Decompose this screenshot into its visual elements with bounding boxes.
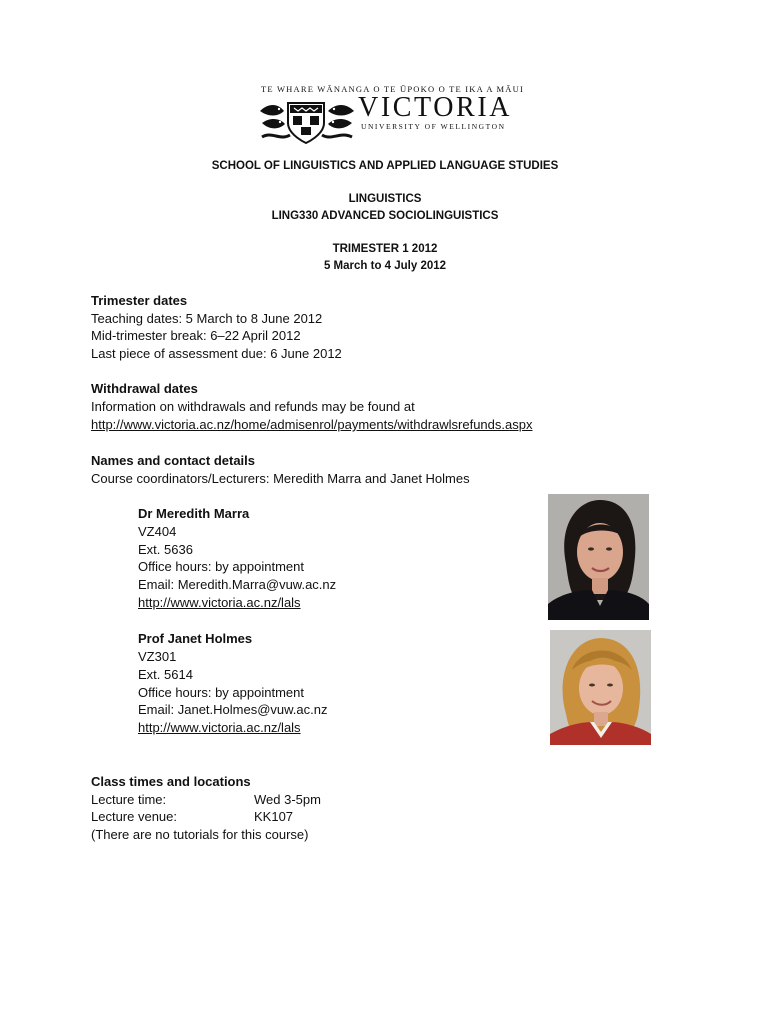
lecture-time-label: Lecture time: — [91, 792, 167, 807]
withdrawal-text: Information on withdrawals and refunds may be found at — [91, 399, 415, 414]
lecturer-email[interactable]: Email: Meredith.Marra@vuw.ac.nz — [138, 577, 337, 592]
logo-name: VICTORIA — [358, 92, 513, 123]
lecturer-office-hours: Office hours: by appointment — [138, 685, 304, 700]
lecturer-room: VZ301 — [138, 649, 177, 664]
mid-trimester-break: Mid-trimester break: 6–22 April 2012 — [91, 328, 301, 343]
lecturer-room: VZ404 — [138, 524, 177, 539]
trimester-title: TRIMESTER 1 2012 — [332, 243, 438, 255]
last-assessment-due: Last piece of assessment due: 6 June 2012 — [91, 346, 342, 361]
lecturer-extension: Ext. 5614 — [138, 667, 193, 682]
teaching-dates: Teaching dates: 5 March to 8 June 2012 — [91, 311, 323, 326]
lecture-time-value: Wed 3-5pm — [254, 792, 321, 807]
lecturer-office-hours: Office hours: by appointment — [138, 559, 304, 574]
contacts-heading: Names and contact details — [91, 453, 255, 468]
lecturer-name: Prof Janet Holmes — [138, 631, 253, 646]
university-logo — [258, 84, 524, 146]
logo-subtitle: UNIVERSITY OF WELLINGTON — [361, 122, 506, 131]
withdrawal-link[interactable]: http://www.victoria.ac.nz/home/admisenrol/payments/withdrawlsrefunds.aspx — [91, 417, 533, 432]
university-crest-icon — [258, 97, 356, 145]
course-title: LING330 ADVANCED SOCIOLINGUISTICS — [271, 210, 499, 222]
lecturer-extension: Ext. 5636 — [138, 542, 193, 557]
trimester-dates-heading: Trimester dates — [91, 293, 188, 308]
lecturer-url[interactable]: http://www.victoria.ac.nz/lals — [138, 595, 301, 610]
tutorials-note: (There are no tutorials for this course) — [91, 827, 309, 842]
withdrawal-heading: Withdrawal dates — [91, 381, 198, 396]
lecturer-url[interactable]: http://www.victoria.ac.nz/lals — [138, 720, 301, 735]
class-times-heading: Class times and locations — [91, 774, 251, 789]
janet-holmes-photo — [550, 630, 651, 745]
lecture-venue-label: Lecture venue: — [91, 809, 178, 824]
subject-title: LINGUISTICS — [348, 193, 422, 205]
lecture-venue-value: KK107 — [254, 809, 294, 824]
course-coordinators: Course coordinators/Lecturers: Meredith Marra and Janet Holmes — [91, 471, 470, 486]
meredith-marra-photo — [548, 494, 649, 620]
lecturer-name: Dr Meredith Marra — [138, 506, 250, 521]
trimester-range: 5 March to 4 July 2012 — [323, 260, 447, 272]
school-title: SCHOOL OF LINGUISTICS AND APPLIED LANGUAGE STUDIES — [211, 160, 559, 172]
logo-maori-text: TE WHARE WĀNANGA O TE ŪPOKO O TE IKA A MĀUI — [261, 84, 524, 94]
lecturer-email[interactable]: Email: Janet.Holmes@vuw.ac.nz — [138, 702, 328, 717]
